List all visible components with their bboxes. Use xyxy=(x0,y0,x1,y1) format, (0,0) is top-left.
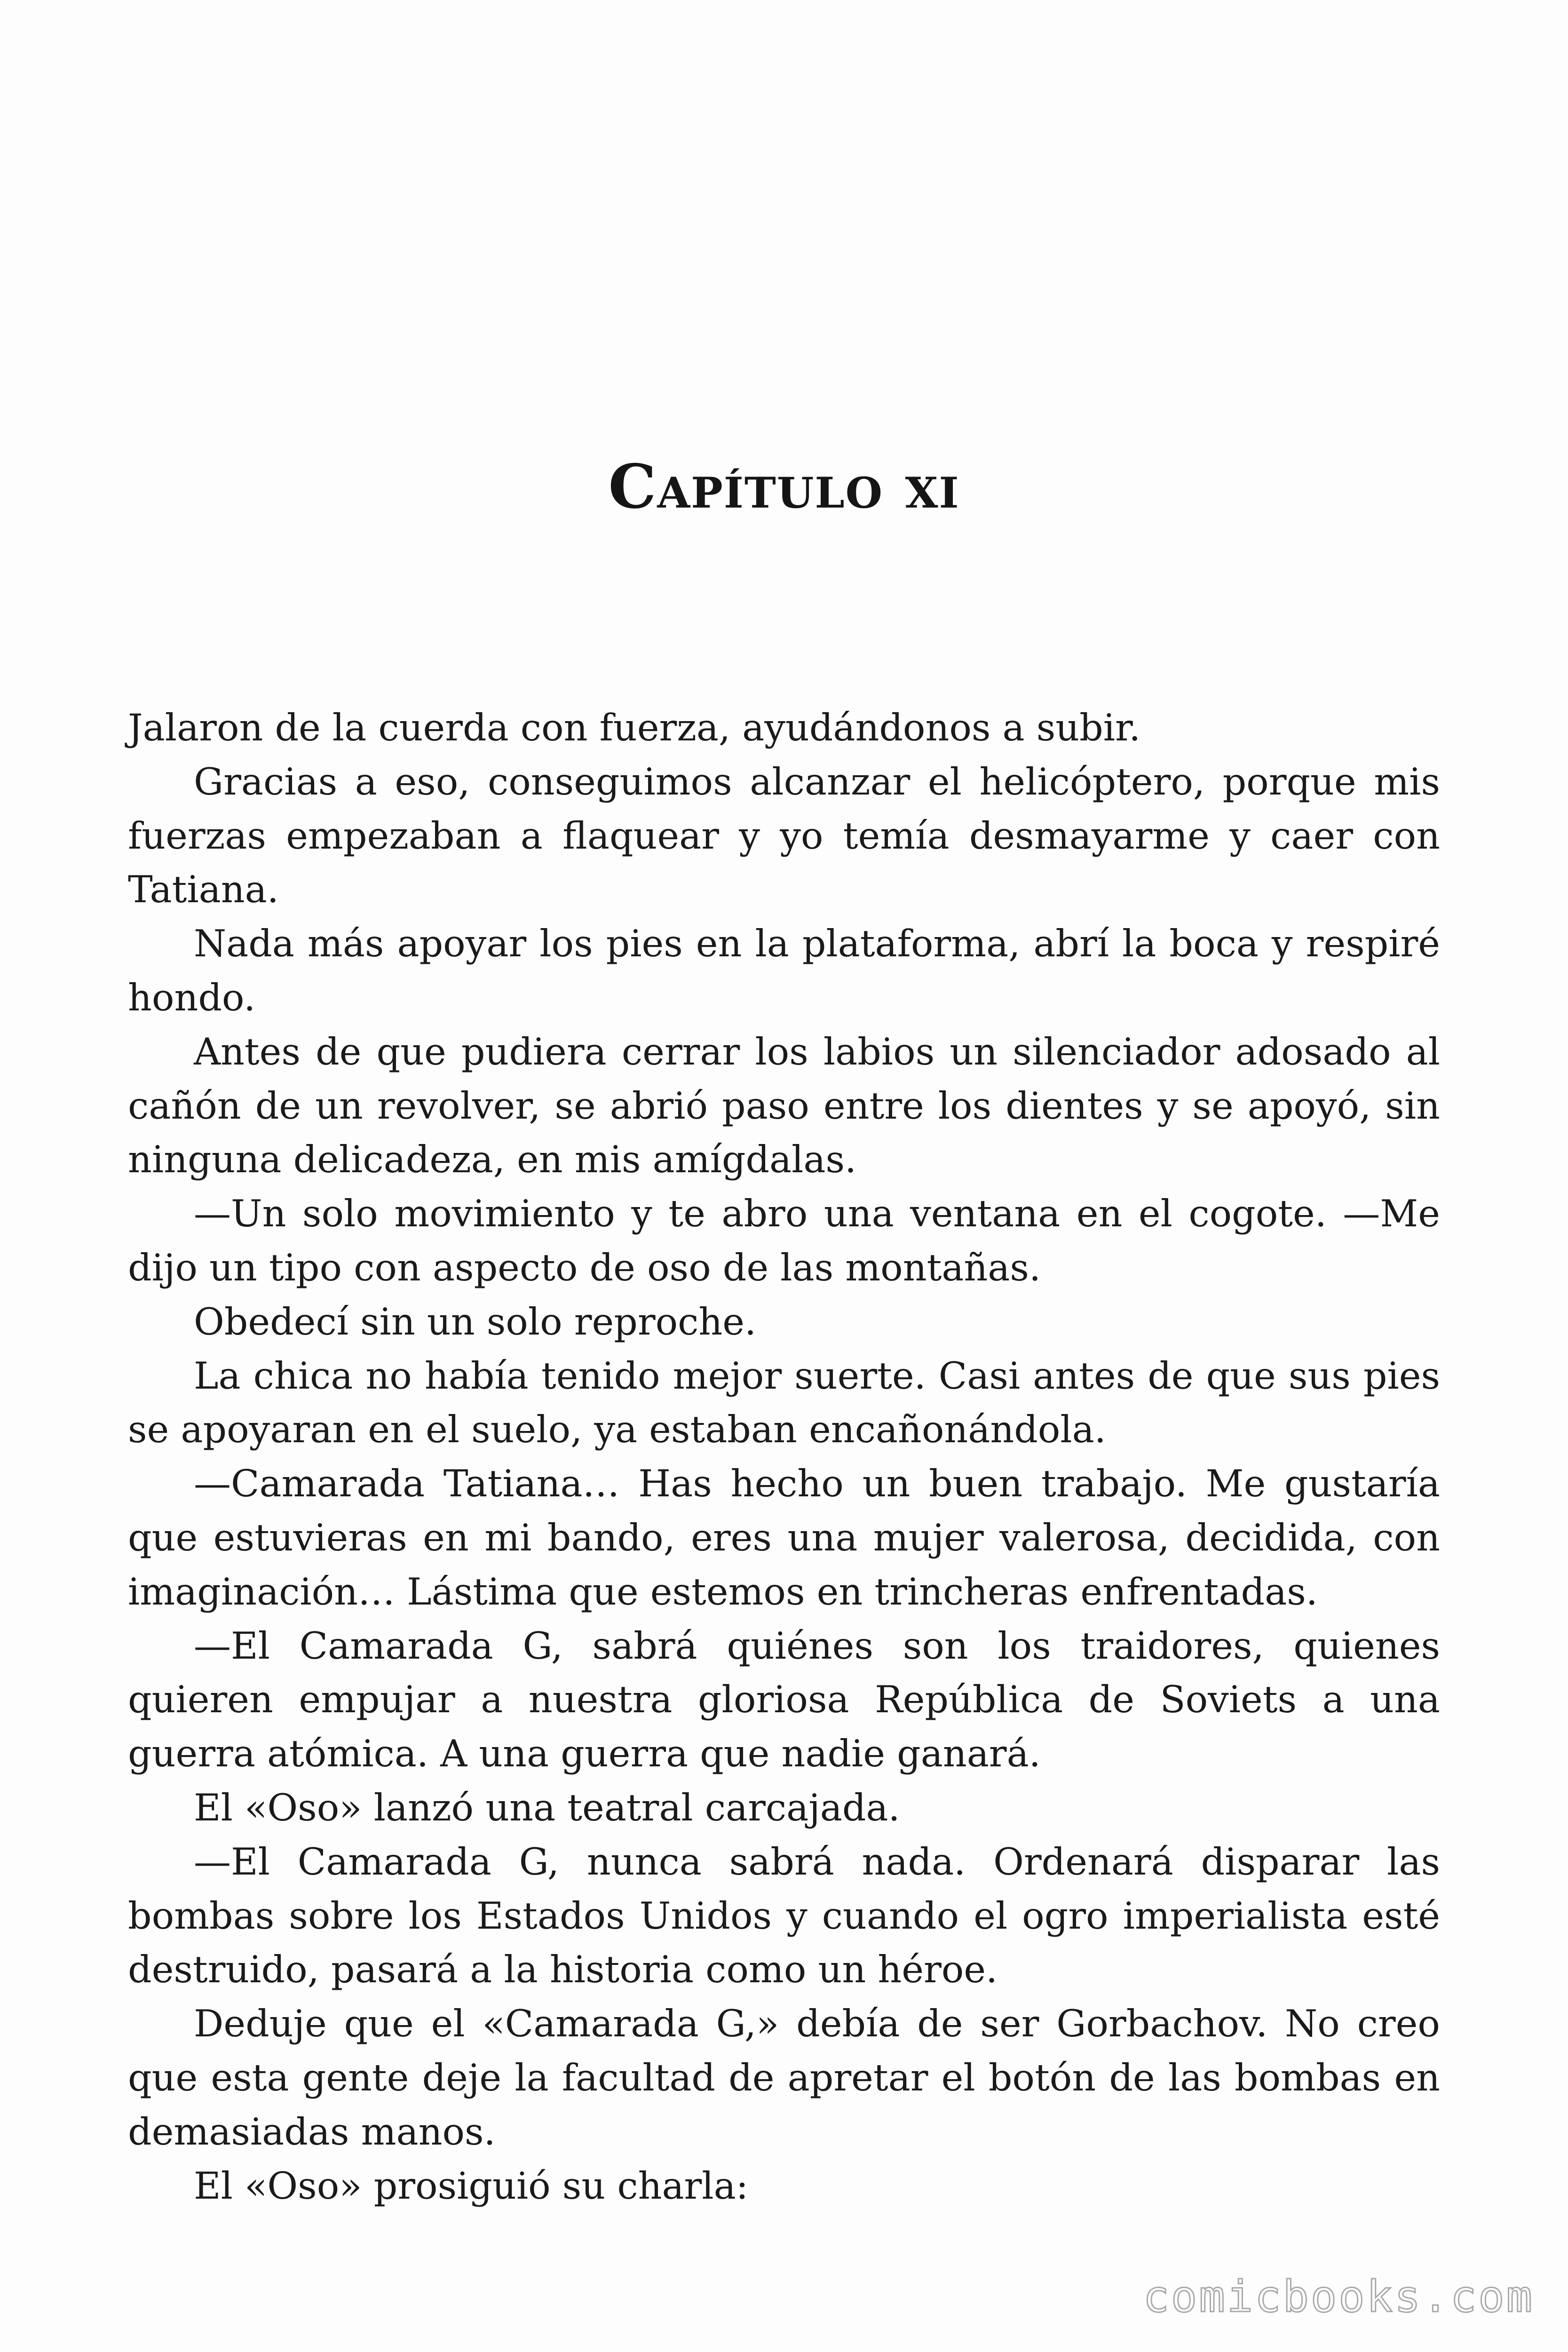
chapter-body xyxy=(128,701,1440,2213)
chapter-title: Capítulo xi xyxy=(608,452,960,522)
paragraph: —Un solo movimiento y te abro una ventana en el cogote. —Me dijo un tipo con aspecto de oso de las montañas. xyxy=(128,1192,1440,1289)
paragraph: Jalaron de la cuerda con fuerza, ayudándonos a subir. xyxy=(128,706,1141,749)
paragraph: El «Oso» prosiguió su charla: xyxy=(194,2164,749,2208)
paragraph: —El Camarada G, nunca sabrá nada. Ordenará disparar las bombas sobre los Estados Unidos y cuando el ogro imperialista esté destruido, pasará a la historia como un héroe. xyxy=(128,1840,1440,1992)
watermark: comicbooks.com xyxy=(1143,2272,1534,2322)
paragraph: La chica no había tenido mejor suerte. Casi antes de que sus pies se apoyaran en el suelo, ya estaban encañonándola. xyxy=(128,1354,1440,1452)
paragraph: Nada más apoyar los pies en la plataforma, abrí la boca y respiré hondo. xyxy=(128,922,1440,1019)
paragraph: Deduje que el «Camarada G,» debía de ser Gorbachov. No creo que esta gente deje la facultad de apretar el botón de las bombas en demasiadas manos. xyxy=(128,2002,1440,2153)
paragraph: Gracias a eso, conseguimos alcanzar el helicóptero, porque mis fuerzas empezaban a flaquear y yo temía desmayarme y caer con Tatiana. xyxy=(128,760,1440,912)
paragraph: Antes de que pudiera cerrar los labios un silenciador adosado al cañón de un revolver, se abrió paso entre los dientes y se apoyó, sin ninguna delicadeza, en mis amígdalas. xyxy=(128,1030,1440,1182)
paragraph: El «Oso» lanzó una teatral carcajada. xyxy=(194,1786,900,1829)
paragraph: —El Camarada G, sabrá quiénes son los traidores, quienes quieren empujar a nuestra gloriosa República de Soviets a una guerra atómica. A una guerra que nadie ganará. xyxy=(128,1624,1440,1776)
paragraph: —Camarada Tatiana… Has hecho un buen trabajo. Me gustaría que estuvieras en mi bando, eres una mujer valerosa, decidida, con imaginación… Lástima que estemos en trincheras enfrentadas. xyxy=(128,1462,1440,1613)
paragraph: Obedecí sin un solo reproche. xyxy=(194,1300,757,1343)
